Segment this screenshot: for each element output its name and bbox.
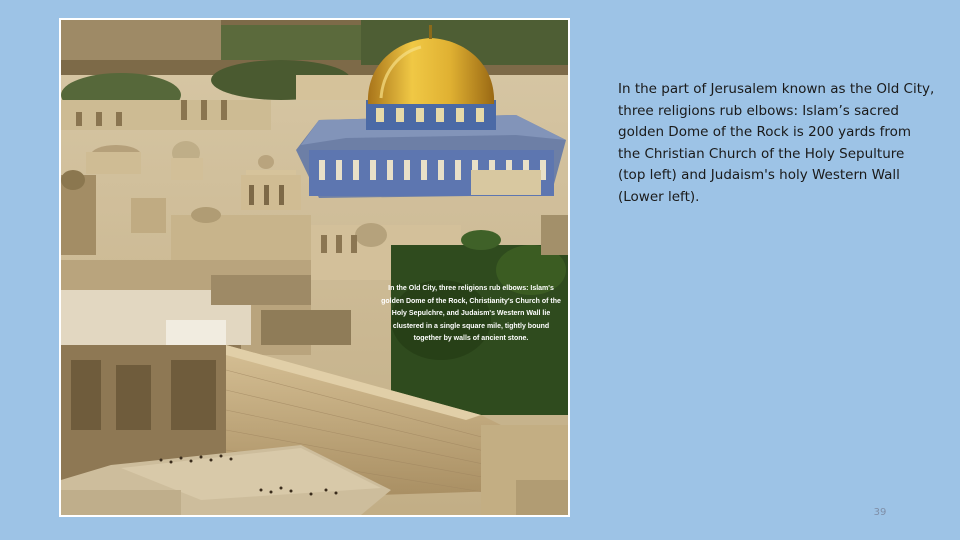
page-number: 39	[873, 507, 887, 518]
photo-inset-caption: In the Old City, three religions rub elbows: Islam's golden Dome of the Rock, Christianity's Church of the Holy Sepulchre, and Judaism's Western Wall lie clustered in a single square mile, tightly bound together by walls of ancient stone.	[381, 285, 561, 342]
photo-frame	[59, 18, 570, 517]
trees-top	[221, 25, 361, 60]
arcade-left	[61, 100, 271, 130]
photo-illustration	[61, 20, 568, 515]
slide-caption: In the part of Jerusalem known as the Old City, three religions rub elbows: Islam’s sacred golden Dome of the Rock is 200 yards from the Christian Church of the Holy Sepulture (top left) and Judaism's holy Western Wall (Lower left).	[618, 81, 935, 205]
old-city-aerial-photo	[61, 20, 568, 515]
dome-finial	[429, 25, 432, 39]
